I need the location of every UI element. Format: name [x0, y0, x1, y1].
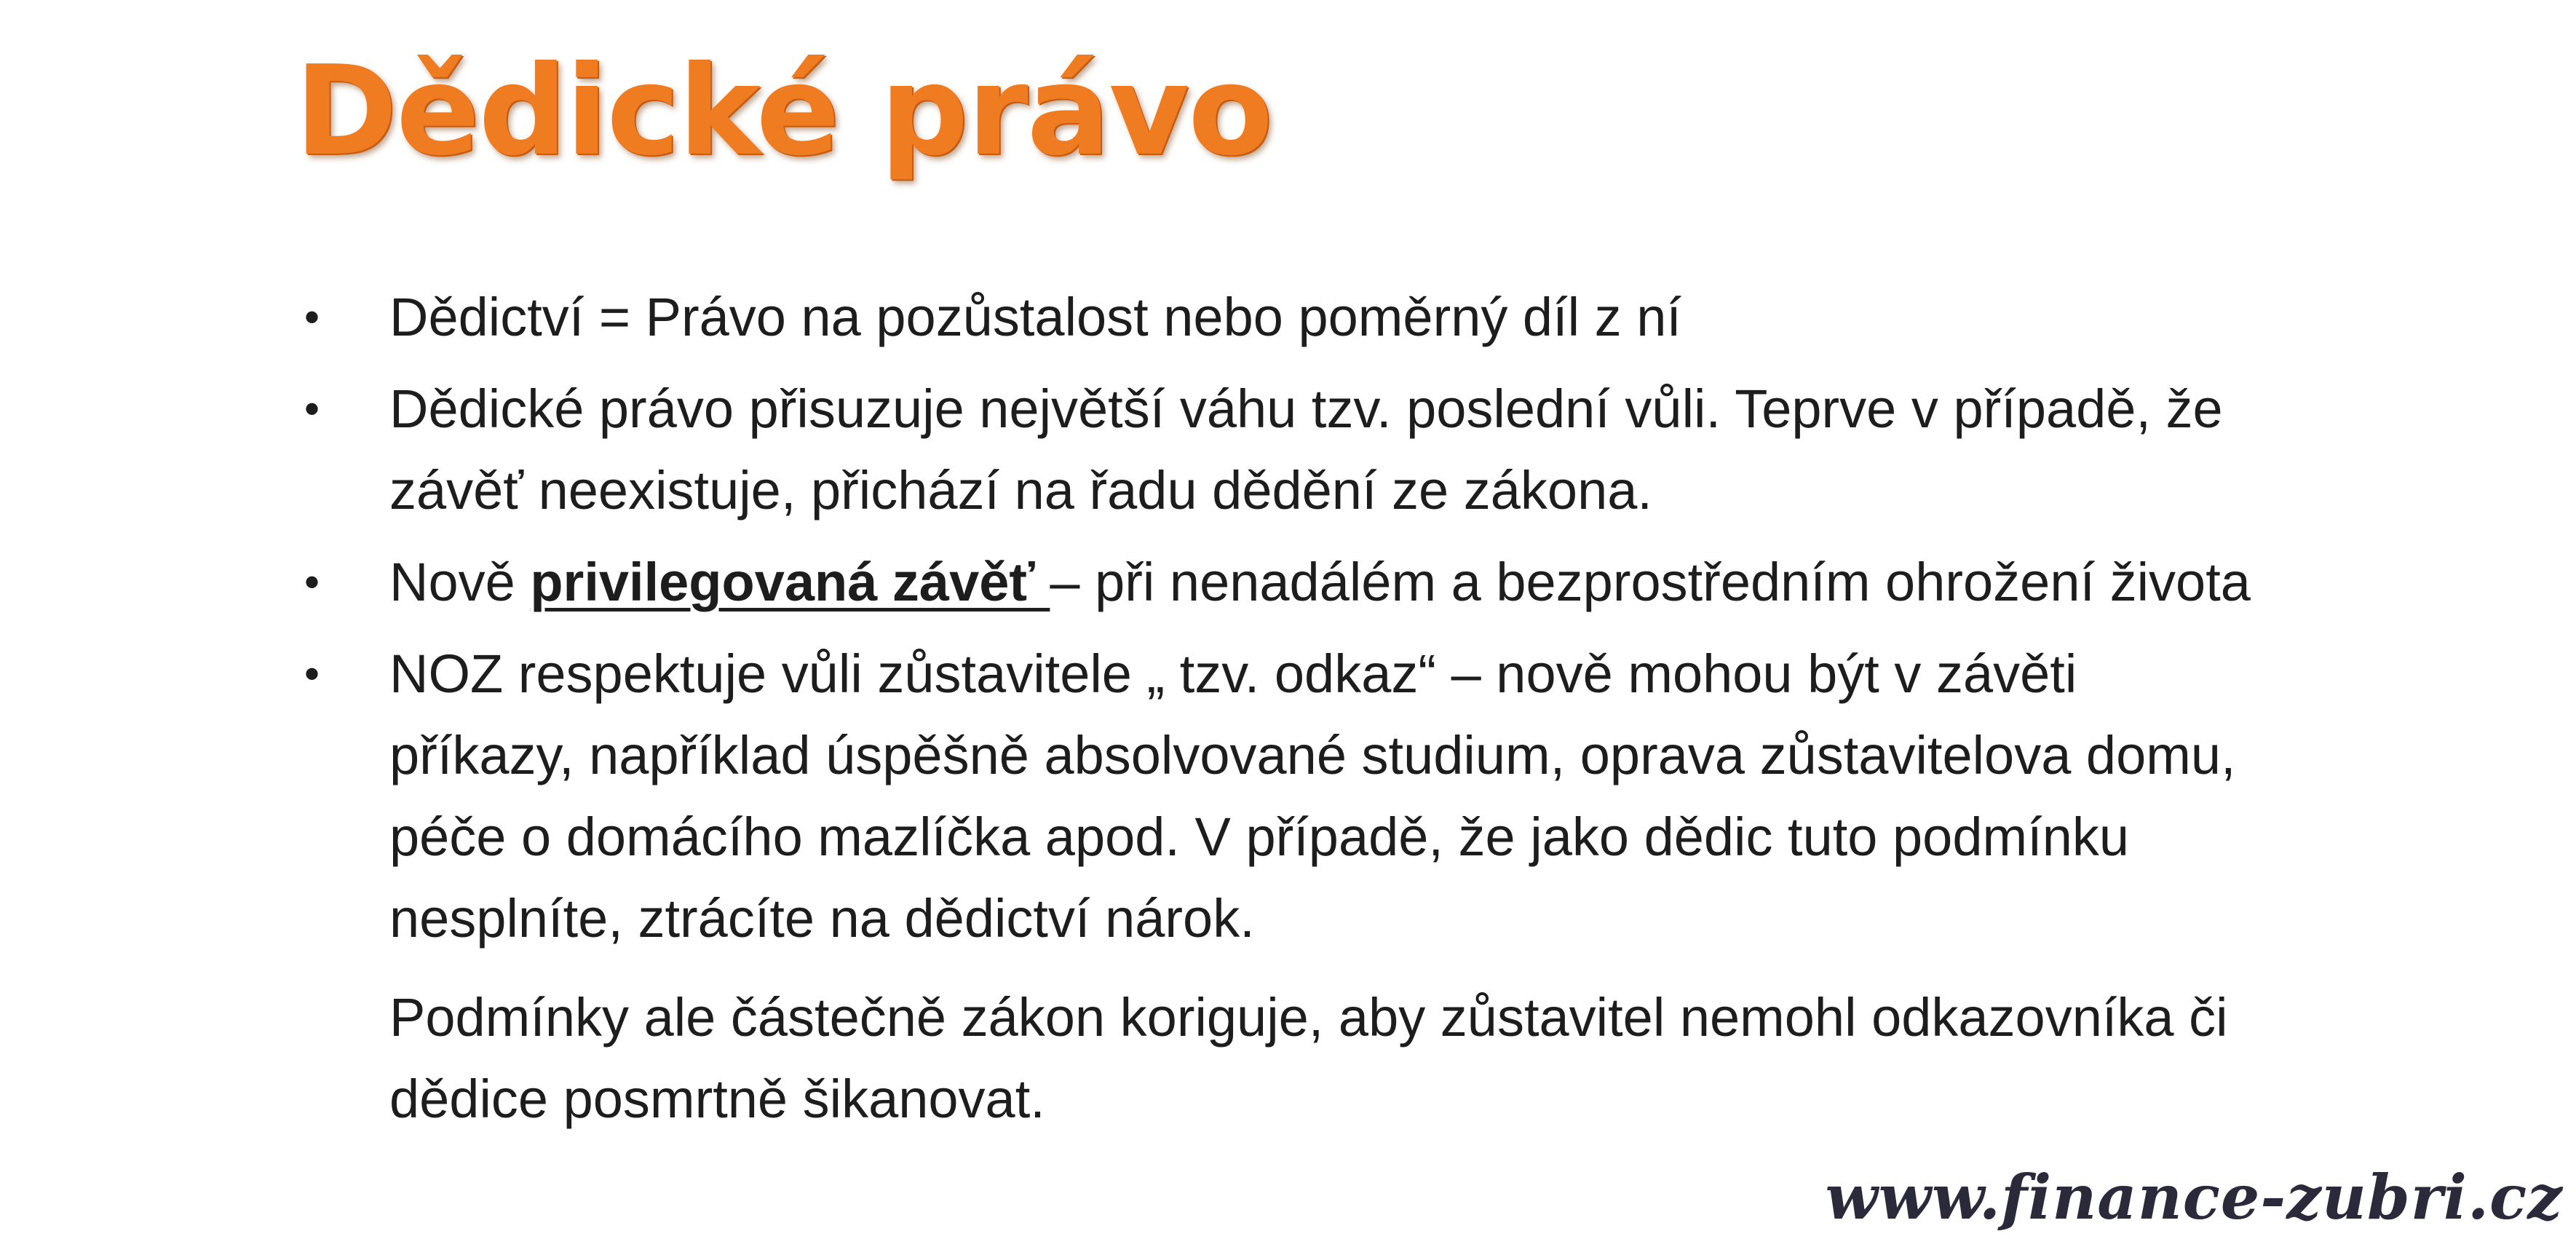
bullet-text: Dědické právo přisuzuje největší váhu tzv. poslední vůli. Teprve v případě, že závěť neexistuje, přichází na řadu dědění ze zákona. [389, 379, 2223, 520]
bullet-icon: • [304, 293, 320, 341]
bullet-text: Dědictví = Právo na pozůstalost nebo poměrný díl z ní [389, 287, 1681, 347]
bullet-icon: • [304, 558, 320, 606]
bullet-list [298, 277, 2264, 1140]
bullet-text-suffix: – při nenadálém a bezprostředním ohrožení života [1050, 552, 2251, 612]
bullet-text: NOZ respektuje vůli zůstavitele „ tzv. odkaz“ – nově mohou být v závěti příkazy, například úspěšně absolvované studium, oprava zůstavitelova domu, péče o domácího mazlíčka apod. V případě, že jako dědic tuto podmínku nesplníte, ztrácíte na dědictví nárok. [389, 644, 2236, 949]
bullet-text-prefix: Nově [389, 552, 531, 612]
privileged-will-emphasis: privilegovaná závěť [530, 552, 1050, 612]
watermark: www.finance-zubri.cz [1825, 1161, 2563, 1233]
bullet-item-noz-bequest [298, 633, 2264, 959]
continuation-paragraph: Podmínky ale částečně zákon koriguje, aby zůstavitel nemohl odkazovníka či dědice posmrtně šikanovat. [389, 987, 2228, 1129]
bullet-item-inheritance-definition [298, 277, 2264, 358]
bullet-icon: • [304, 384, 320, 433]
bullet-icon: • [304, 649, 320, 698]
bullet-item-last-will [298, 368, 2264, 531]
bullet-item-privileged-will [298, 542, 2264, 623]
slide-title: Dědické právo [295, 39, 1272, 183]
